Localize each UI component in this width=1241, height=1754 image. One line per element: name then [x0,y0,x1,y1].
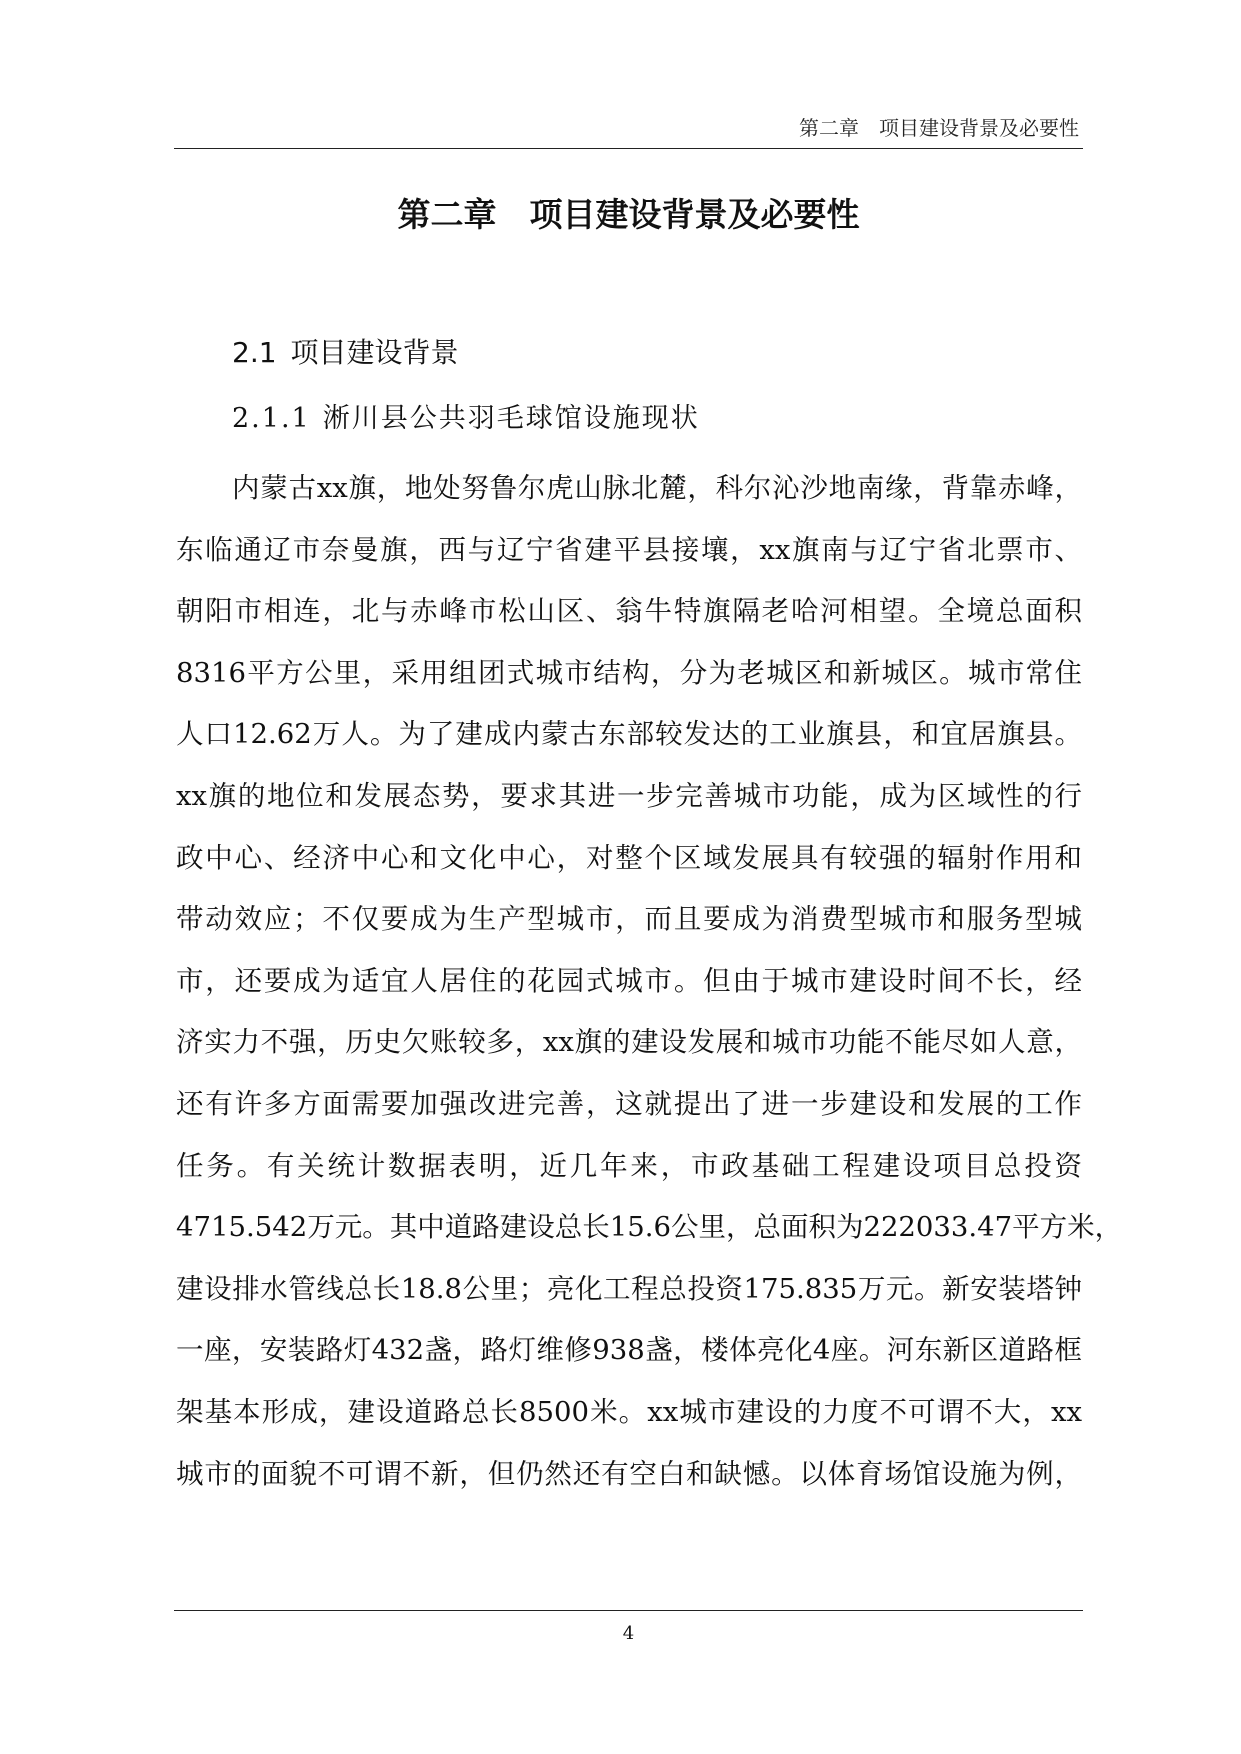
paragraph-line: 济实力不强，历史欠账较多，xx旗的建设发展和城市功能不能尽如人意， [176,1026,1082,1059]
page-number: 4 [622,1623,635,1644]
paragraph-line: 城市的面貌不可谓不新，但仍然还有空白和缺憾。以体育场馆设施为例， [176,1457,1082,1490]
section-number: 2.1 [232,336,277,369]
section-title: 项目建设背景 [290,336,459,369]
paragraph-line: 朝阳市相连，北与赤峰市松山区、翁牛特旗隔老哈河相望。全境总面积 [176,595,1082,628]
paragraph-line: 8316平方公里，采用组团式城市结构，分为老城区和新城区。城市常住 [176,656,1082,689]
paragraph-line: 东临通辽市奈曼旗，西与辽宁省建平县接壤，xx旗南与辽宁省北票市、 [176,533,1082,566]
paragraph-line: 政中心、经济中心和文化中心，对整个区域发展具有较强的辐射作用和 [176,841,1082,874]
chapter-title: 第二章 项目建设背景及必要性 [397,195,860,234]
section-heading [232,335,459,371]
paragraph-line: 市，还要成为适宜人居住的花园式城市。但由于城市建设时间不长，经 [176,964,1082,997]
paragraph-line: 人口12.62万人。为了建成内蒙古东部较发达的工业旗县，和宜居旗县。 [176,718,1082,751]
paragraph-line: 建设排水管线总长18.8公里；亮化工程总投资175.835万元。新安装塔钟 [176,1272,1082,1305]
subsection-heading [232,401,700,437]
body-paragraph [176,464,1123,1511]
paragraph-line: 任务。有关统计数据表明，近几年来，市政基础工程建设项目总投资 [176,1149,1082,1182]
subsection-title: 淅川县公共羽毛球馆设施现状 [322,403,700,434]
running-footer [174,1610,1083,1644]
subsection-number: 2.1.1 [232,403,311,434]
paragraph-line: 4715.542万元。其中道路建设总长15.6公里，总面积为222033.47平方米， [176,1211,1123,1244]
paragraph-line: xx旗的地位和发展态势，要求其进一步完善城市功能，成为区域性的行 [176,779,1082,812]
paragraph-line: 带动效应；不仅要成为生产型城市，而且要成为消费型城市和服务型城 [176,903,1082,936]
paragraph-line: 一座，安装路灯432盏，路灯维修938盏，楼体亮化4座。河东新区道路框 [176,1334,1082,1367]
running-header [174,116,1083,149]
paragraph-line: 架基本形成，建设道路总长8500米。xx城市建设的力度不可谓不大，xx [176,1395,1082,1428]
running-header-title: 第二章 项目建设背景及必要性 [799,116,1079,140]
paragraph-line: 内蒙古xx旗，地处努鲁尔虎山脉北麓，科尔沁沙地南缘，背靠赤峰， [232,472,1082,504]
paragraph-line: 还有许多方面需要加强改进完善，这就提出了进一步建设和发展的工作 [176,1087,1082,1120]
